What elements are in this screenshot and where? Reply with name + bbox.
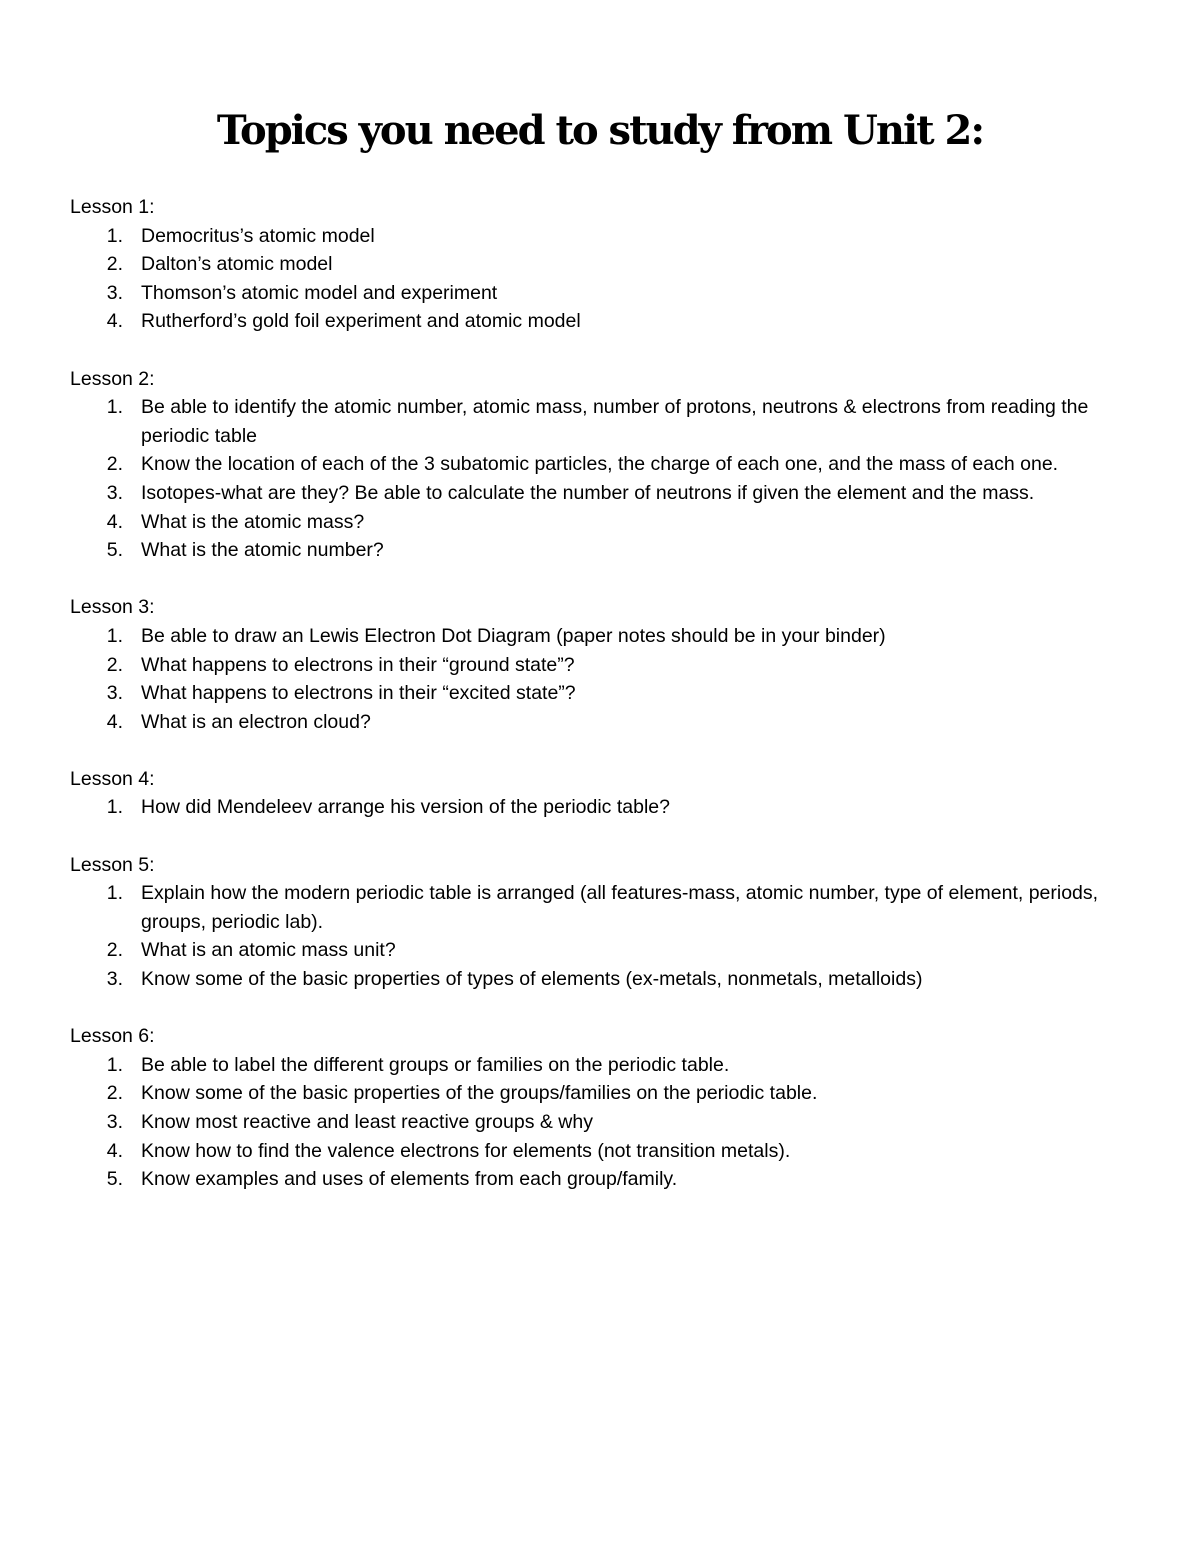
item-text: What happens to electrons in their “ground state”? xyxy=(141,653,575,676)
topic-list xyxy=(70,222,1160,336)
item-number: 1. xyxy=(106,624,123,647)
list-item xyxy=(70,1051,1160,1080)
item-text: How did Mendeleev arrange his version of the periodic table? xyxy=(141,796,670,819)
topic-list xyxy=(70,393,1160,565)
item-number: 4. xyxy=(106,1139,123,1162)
lesson-3 xyxy=(70,593,1160,736)
item-text: Know some of the basic properties of the groups/families on the periodic table. xyxy=(141,1082,818,1105)
list-item xyxy=(70,508,1160,537)
item-text: Be able to identify the atomic number, atomic mass, number of protons, neutrons & electrons from reading the periodic table xyxy=(141,396,1089,447)
list-item xyxy=(70,479,1160,508)
item-text: Know most reactive and least reactive groups & why xyxy=(141,1111,593,1133)
item-number: 2. xyxy=(106,253,123,276)
lesson-heading: Lesson 1: xyxy=(70,196,155,218)
topic-list xyxy=(70,879,1160,993)
item-text: Isotopes-what are they? Be able to calculate the number of neutrons if given the element and the mass. xyxy=(141,481,1035,504)
item-number: 2. xyxy=(106,453,123,476)
item-text: What is an electron cloud? xyxy=(141,710,371,733)
list-item xyxy=(70,1137,1160,1166)
list-item xyxy=(70,679,1160,708)
item-number: 4. xyxy=(106,710,123,733)
item-number: 1. xyxy=(106,396,123,419)
item-text: Thomson’s atomic model and experiment xyxy=(141,281,498,304)
item-number: 4. xyxy=(106,310,123,333)
lesson-2 xyxy=(70,365,1160,565)
item-text: Democritus’s atomic model xyxy=(141,224,375,247)
item-number: 5. xyxy=(106,539,123,562)
list-item xyxy=(70,1108,1160,1137)
item-text: What is the atomic number? xyxy=(141,539,384,562)
item-text: Know some of the basic properties of types of elements (ex-metals, nonmetals, metalloids) xyxy=(141,968,923,991)
lesson-heading: Lesson 2: xyxy=(70,367,155,390)
item-number: 1. xyxy=(106,796,123,819)
item-text: What is the atomic mass? xyxy=(141,510,365,533)
item-number: 2. xyxy=(106,653,123,676)
lesson-6 xyxy=(70,1022,1160,1194)
item-text: Dalton’s atomic model xyxy=(141,253,333,276)
item-number: 3. xyxy=(106,968,123,991)
list-item xyxy=(70,651,1160,680)
topic-list xyxy=(70,622,1160,736)
item-number: 2. xyxy=(106,1082,123,1105)
item-text: Be able to label the different groups or families on the periodic table. xyxy=(141,1053,730,1076)
lesson-5 xyxy=(70,851,1160,994)
lesson-heading: Lesson 6: xyxy=(70,1025,155,1048)
list-item xyxy=(70,936,1160,965)
list-item xyxy=(70,1079,1160,1108)
item-number: 2. xyxy=(106,939,123,962)
item-number: 3. xyxy=(106,481,123,504)
list-item xyxy=(70,536,1160,565)
list-item xyxy=(70,450,1160,479)
list-item xyxy=(70,622,1160,651)
lesson-1 xyxy=(70,193,1160,336)
item-number: 1. xyxy=(106,224,123,247)
item-text: Explain how the modern periodic table is arranged (all features-mass, atomic number, type of element, periods, groups, periodic lab). xyxy=(141,882,1099,933)
list-item xyxy=(70,393,1160,450)
list-item xyxy=(70,1165,1160,1194)
list-item xyxy=(70,879,1160,936)
lesson-heading: Lesson 4: xyxy=(70,767,155,790)
topic-list xyxy=(70,1051,1160,1194)
item-text: What happens to electrons in their “excited state”? xyxy=(141,682,576,705)
lesson-heading: Lesson 3: xyxy=(70,596,155,619)
item-number: 3. xyxy=(106,1111,123,1133)
list-item xyxy=(70,708,1160,737)
lesson-list xyxy=(70,193,1160,1222)
list-item xyxy=(70,965,1160,994)
item-text: Be able to draw an Lewis Electron Dot Diagram (paper notes should be in your binder) xyxy=(141,624,886,647)
item-text: Rutherford’s gold foil experiment and atomic model xyxy=(141,310,581,333)
list-item xyxy=(70,307,1160,336)
item-number: 4. xyxy=(106,510,123,533)
list-item xyxy=(70,279,1160,308)
item-text: Know the location of each of the 3 subatomic particles, the charge of each one, and the mass of each one. xyxy=(141,453,1059,476)
item-text: Know how to find the valence electrons for elements (not transition metals). xyxy=(141,1139,791,1162)
topic-list xyxy=(70,793,1160,822)
item-text: Know examples and uses of elements from each group/family. xyxy=(141,1168,678,1191)
lesson-4 xyxy=(70,765,1160,822)
page-title: Topics you need to study from Unit 2: xyxy=(216,107,984,154)
item-number: 3. xyxy=(106,281,123,304)
item-text: What is an atomic mass unit? xyxy=(141,939,396,962)
list-item xyxy=(70,250,1160,279)
item-number: 1. xyxy=(106,1053,123,1076)
lesson-heading: Lesson 5: xyxy=(70,853,155,876)
list-item xyxy=(70,222,1160,251)
item-number: 3. xyxy=(106,682,123,705)
list-item xyxy=(70,793,1160,822)
item-number: 5. xyxy=(106,1168,123,1191)
item-number: 1. xyxy=(106,882,123,905)
